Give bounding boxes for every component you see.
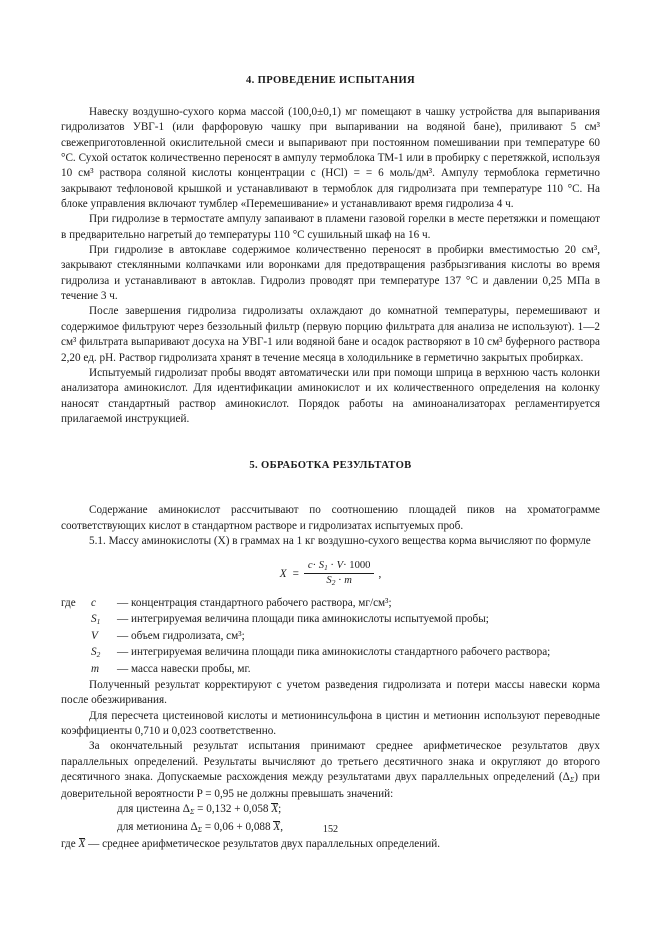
tolerance-line-cysteine — [61, 802, 600, 819]
formula-den-m: m — [344, 575, 352, 587]
formula-amino-acid-mass — [61, 560, 600, 587]
legend-text-v — [117, 629, 600, 645]
formula-denominator — [322, 574, 356, 587]
final-note-text: — среднее арифметическое результатов двух параллельных определений. — [88, 838, 441, 851]
paragraph-5-intro-1: Содержание аминокислот рассчитывают по соотношению площадей пиков на хроматограмме соответствующих кислот в стандартном растворе и гидролизатах испытуемых проб. — [61, 504, 600, 532]
legend-symbol-v — [89, 629, 117, 645]
formula-num-dot-1: · — [312, 560, 317, 572]
paragraph-4-1: Навеску воздушно-сухого корма массой (100,0±0,1) мг помещают в чашку устройства для выпаривания гидролизатов УВГ-1 (или фарфоровую чашку при выпаривании на водяной бане), приливают 5 см³ свежеприготовленной окислительной смеси и выпаривают при постоянном помешивании при температуре 60 °С. Сухой остаток количественно переносят в ампулу термоблока ТМ-1 или в пробирку с перетяжкой, используя 10 см³ раствора соляной кислоты концентрации c (HCl) = = 6 моль/дм³. Ампулу термоблока герметично закрывают тефлоновой крышкой и устанавливают в термоблок для гидролизата при температуре 110 °С. На блоке управления включают тумблер «Перемешивание» и устанавливают время гидролиза 4 ч. — [61, 106, 600, 211]
legend-symbol-s2-sub: 2 — [96, 649, 101, 659]
paragraph-5-after-2: Для пересчета цистеиновой кислоты и метионинсульфона в цистин и метионин используют переводные коэффициенты 0,710 и 0,023 соответственно. — [61, 709, 600, 737]
legend-desc-c: концентрация стандартного рабочего раствора, мг/см³; — [130, 597, 392, 610]
formula-variable: X — [279, 567, 287, 580]
legend-dash-s1: — — [117, 612, 129, 625]
formula-legend — [61, 596, 600, 678]
legend-desc-m: масса навески пробы, мг. — [130, 663, 251, 676]
legend-symbol-c — [89, 596, 117, 612]
legend-where-label: где — [61, 597, 76, 610]
section-4-number: 4. — [245, 75, 255, 86]
tolerance-methionine-expression: = 0,06 + 0,088 — [202, 820, 274, 833]
section-5-number: 5. — [249, 460, 259, 472]
legend-symbol-s1 — [89, 612, 117, 629]
tolerance-methionine-xbar: X — [273, 820, 281, 833]
legend-symbol-s2 — [89, 645, 117, 662]
final-note-xbar: X — [78, 838, 86, 851]
formula-den-s2: S — [326, 575, 332, 587]
section-heading-4 — [61, 74, 600, 88]
legend-row-s1 — [61, 612, 600, 629]
legend-text-s2 — [117, 645, 600, 661]
formula-den-s2-sub: 2 — [331, 578, 336, 588]
formula-num-c: c — [307, 560, 313, 572]
paragraph-5-after-3-text: За окончательный результат испытания принимают среднее арифметическое результатов двух параллельных определений. Результаты вычисляют до третьего десятичного знака и округляют до второго десятичного знака. Допускаемые расхождения между результатами двух параллельных определений (Δ — [61, 740, 600, 783]
formula-fraction — [304, 560, 375, 587]
tolerance-cysteine-sub: Σ — [189, 807, 195, 817]
legend-desc-v: объем гидролизата, см³; — [130, 630, 245, 643]
tolerance-cysteine-expression: = 0,132 + 0,058 — [194, 803, 272, 816]
formula-num-s1: S — [318, 560, 325, 572]
legend-row-c — [61, 596, 600, 612]
paragraph-5-after-3-tail: ) при доверительной вероятности P = 0,95 не должны превышать значений: — [61, 770, 600, 801]
paragraph-5-after-3 — [61, 739, 600, 802]
formula-den-dot: · — [338, 575, 342, 587]
legend-symbol-s2-base: S — [91, 645, 97, 658]
legend-dash-s2: — — [117, 645, 129, 658]
formula-num-dot-2: · — [330, 560, 334, 572]
legend-row-s2 — [61, 645, 600, 662]
legend-text-s1 — [117, 612, 600, 628]
legend-dash-c: — — [117, 597, 129, 610]
formula-num-dot-3: · — [343, 560, 347, 572]
section-heading-5 — [61, 459, 600, 473]
paragraph-4-3: При гидролизе в автоклаве содержимое количественно переносят в пробирки вместимостью 20 см³, закрывают стеклянными колпачками или воронками для предотвращения разбрызгивания кислоты во время гидролиза и устанавливают в автоклав. Гидролиз проводят при температуре 137 °С и давлении 0,25 МПа в течение 3 ч. — [61, 244, 600, 303]
tolerance-cysteine-xbar: X — [271, 803, 279, 816]
legend-symbol-m-base: m — [91, 663, 100, 676]
formula-num-v: V — [336, 560, 344, 572]
section-4-title: ПРОВЕДЕНИЕ ИСПЫТАНИЯ — [257, 75, 416, 86]
formula-equals: = — [292, 567, 299, 580]
tolerance-cysteine-tail: ; — [278, 803, 282, 816]
paragraph-4-4: После завершения гидролиза гидролизаты охлаждают до комнатной температуры, перемешивают и содержимое фильтруют через беззольный фильтр (первую порцию фильтрата для анализа не используют). 1—2 см³ фильтрата выпаривают досуха на УВГ-1 или водяной бане и осадок растворяют в 10 см³ буферного раствора 2,20 ед. рН. Раствор гидролизата хранят в течение месяца в холодильнике в герметично закрытых пробирках. — [61, 305, 600, 364]
formula-expression — [280, 560, 382, 587]
tolerance-methionine-prefix: для метионина Δ — [117, 820, 198, 833]
paragraph-5-after-1: Полученный результат корректируют с учетом разведения гидролизата и потери массы навески корма после обезжиривания. — [61, 678, 600, 707]
formula-trailing-comma: , — [378, 567, 382, 580]
final-note — [61, 837, 600, 852]
legend-symbol-s1-sub: 1 — [96, 616, 101, 626]
section-5-title: ОБРАБОТКА РЕЗУЛЬТАТОВ — [261, 460, 412, 472]
paragraph-4-5: Испытуемый гидролизат пробы вводят автоматически или при помощи шприца в верхнюю часть колонки анализатора аминокислот. Для идентификации аминокислот и их количественного определения на колонку наносят стандартный раствор аминокислот. Порядок работы на аминоанализаторах регламентируется прилагаемой инструкцией. — [61, 366, 600, 425]
legend-text-c — [117, 596, 600, 612]
tolerance-cysteine-prefix: для цистеина Δ — [117, 803, 190, 816]
paragraph-5-1: 5.1. Массу аминокислоты (X) в граммах на 1 кг воздушно-сухого вещества корма вычисляют по формуле — [89, 534, 591, 547]
delta-sigma-subscript: Σ — [569, 774, 575, 784]
legend-dash-v: — — [117, 630, 129, 643]
legend-text-m — [117, 662, 600, 678]
legend-symbol-s1-base: S — [91, 612, 97, 625]
legend-desc-s2: интегрируемая величина площади пика аминокислоты стандартного рабочего раствора; — [130, 645, 551, 658]
final-note-where: где — [61, 838, 76, 851]
formula-num-s1-sub: 1 — [324, 563, 328, 573]
legend-symbol-v-base: V — [91, 630, 98, 643]
formula-numerator — [304, 560, 375, 574]
tolerance-methionine-sub: Σ — [197, 824, 203, 834]
legend-symbol-m — [89, 662, 117, 678]
paragraph-4-2: При гидролизе в термостате ампулу запаивают в пламени газовой горелки в месте перетяжки и помещают в предварительно нагретый до температуры 110 °С сушильный шкаф на 16 ч. — [61, 213, 600, 241]
tolerance-methionine-tail: , — [280, 820, 284, 833]
legend-symbol-c-base: c — [91, 597, 96, 610]
legend-row-m — [61, 662, 600, 678]
legend-desc-s1: интегрируемая величина площади пика аминокислоты испытуемой пробы; — [130, 612, 489, 625]
page-number: 152 — [322, 824, 339, 835]
legend-dash-m: — — [117, 663, 129, 676]
page-content — [61, 74, 600, 853]
legend-row-v — [61, 629, 600, 645]
formula-num-thousand: 1000 — [349, 560, 371, 572]
